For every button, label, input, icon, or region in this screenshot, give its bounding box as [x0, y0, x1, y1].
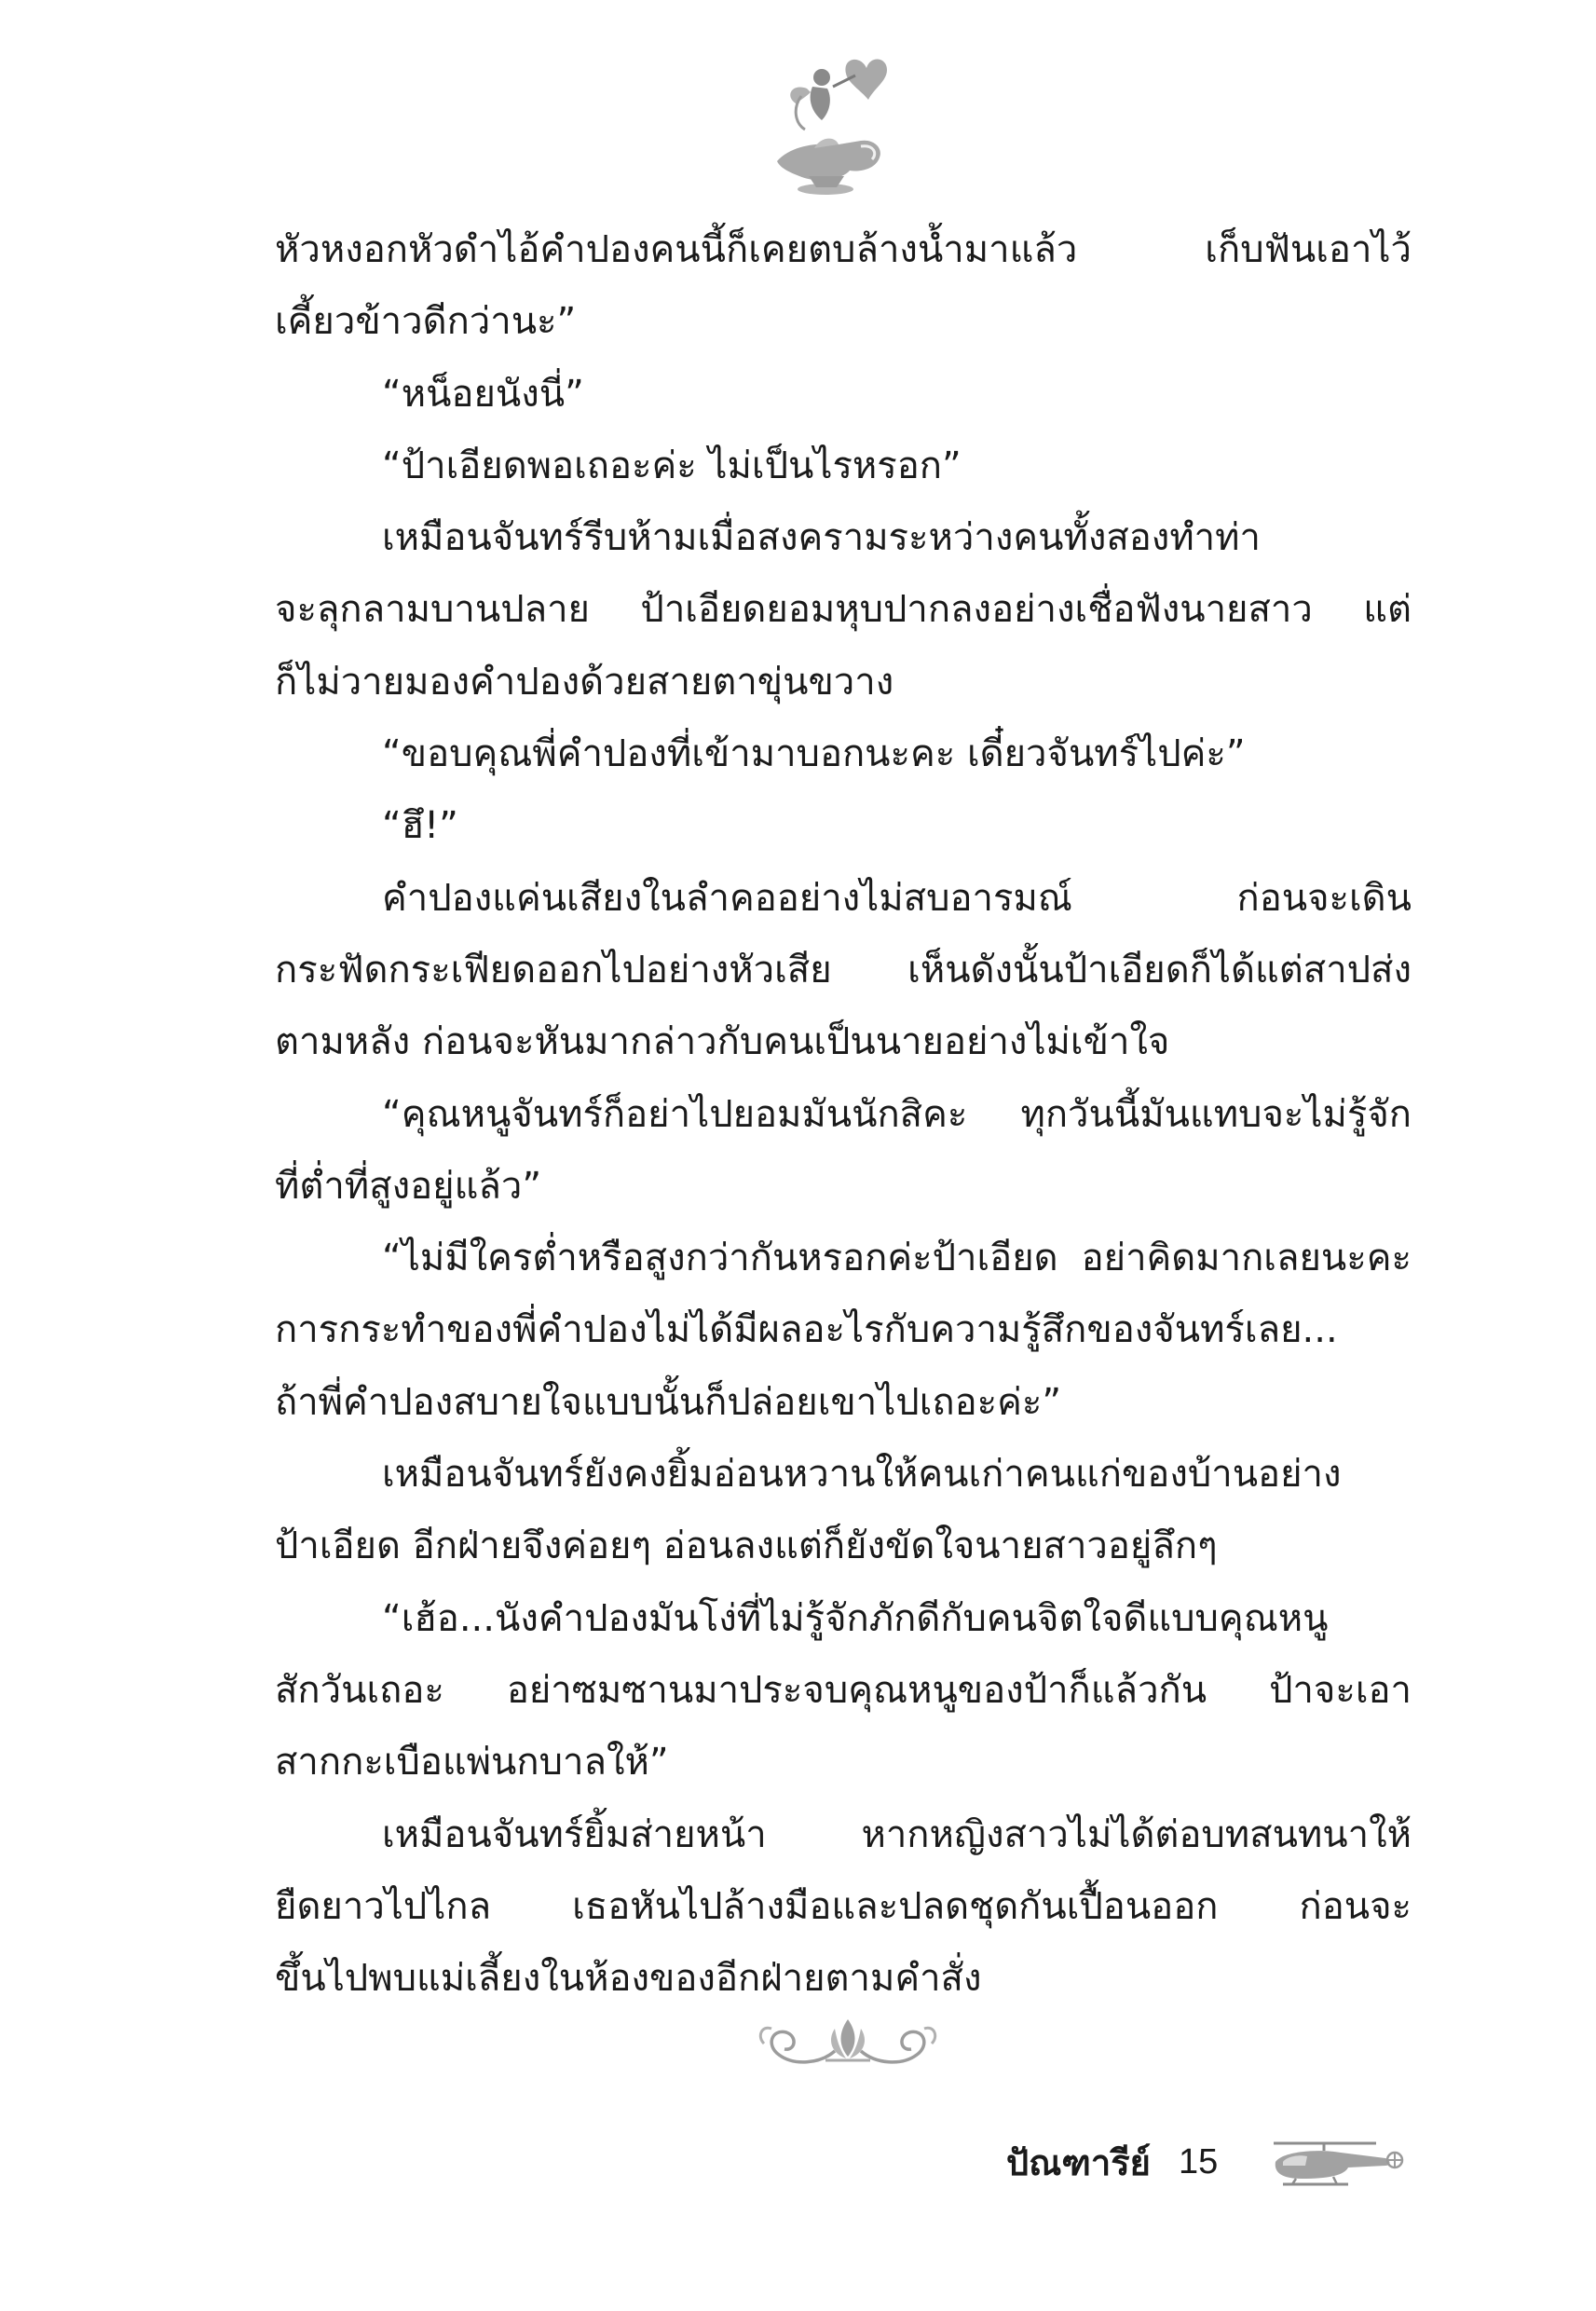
text-line: สากกะเบือแพ่นกบาลให้”	[275, 1741, 669, 1785]
text-line: ที่ต่ำที่สูงอยู่แล้ว”	[275, 1164, 542, 1208]
book-title: ปัณฑารีย์	[1006, 2141, 1151, 2183]
text-line: เคี้ยวข้าวดีกว่านะ”	[275, 300, 577, 344]
floral-flourish-icon	[745, 2008, 950, 2083]
body-text	[275, 214, 1412, 2015]
page-footer	[1006, 2134, 1409, 2190]
helicopter-icon	[1255, 2134, 1409, 2190]
text-line: ก็ไม่วายมองคำปองด้วยสายตาขุ่นขวาง	[275, 660, 894, 704]
text-line: “ป้าเอียดพอเถอะค่ะ ไม่เป็นไรหรอก”	[382, 444, 962, 487]
text-line: “หน็อยนังนี่”	[382, 372, 584, 416]
text-line: หัวหงอกหัวดำไอ้คำปองคนนี้ก็เคยตบล้างน้ำมาแล้ว เก็บฟันเอาไว้	[275, 228, 1412, 271]
text-line: “ไม่มีใครต่ำหรือสูงกว่ากันหรอกค่ะป้าเอียด อย่าคิดมากเลยนะคะ	[382, 1237, 1412, 1280]
text-line: เหมือนจันทร์รีบห้ามเมื่อสงครามระหว่างคนทั้งสองทำท่า	[382, 516, 1261, 560]
text-line: เหมือนจันทร์ยิ้มส่ายหน้า หากหญิงสาวไม่ได้ต่อบทสนทนาให้	[382, 1812, 1412, 1856]
text-line: “เฮ้อ...นังคำปองมันโง่ที่ไม่รู้จักภักดีกับคนจิตใจดีแบบคุณหนู	[382, 1596, 1329, 1640]
text-line: เหมือนจันทร์ยังคงยิ้มอ่อนหวานให้คนเก่าคนแก่ของบ้านอย่าง	[382, 1453, 1342, 1497]
text-line: ตามหลัง ก่อนจะหันมากล่าวกับคนเป็นนายอย่างไม่เข้าใจ	[275, 1020, 1170, 1064]
page-number: 15	[1178, 2141, 1219, 2181]
text-line: “คุณหนูจันทร์ก็อย่าไปยอมมันนักสิคะ ทุกวันนี้มันแทบจะไม่รู้จัก	[382, 1092, 1412, 1136]
text-line: จะลุกลามบานปลาย ป้าเอียดยอมหุบปากลงอย่างเชื่อฟังนายสาว แต่	[275, 588, 1412, 632]
text-line: สักวันเถอะ อย่าซมซานมาประจบคุณหนูของป้าก็แล้วกัน ป้าจะเอา	[275, 1668, 1412, 1712]
text-line: “ฮึ!”	[382, 804, 458, 848]
text-line: ขึ้นไปพบแม่เลี้ยงในห้องของอีกฝ่ายตามคำสั่ง	[275, 1957, 982, 2001]
text-line: กระฟัดกระเฟียดออกไปอย่างหัวเสีย เห็นดังนั้นป้าเอียดก็ได้แต่สาปส่ง	[275, 948, 1412, 991]
cupid-genie-lamp-icon	[764, 51, 904, 200]
text-line: การกระทำของพี่คำปองไม่ได้มีผลอะไรกับความรู้สึกของจันทร์เลย...	[275, 1308, 1338, 1352]
text-line: ถ้าพี่คำปองสบายใจแบบนั้นก็ปล่อยเขาไปเถอะค่ะ”	[275, 1380, 1062, 1424]
text-line: ยืดยาวไปไกล เธอหันไปล้างมือและปลดชุดกันเปื้อนออก ก่อนจะ	[275, 1884, 1412, 1928]
text-line: “ขอบคุณพี่คำปองที่เข้ามาบอกนะคะ เดี๋ยวจันทร์ไปค่ะ”	[382, 732, 1246, 776]
text-line: คำปองแค่นเสียงในลำคออย่างไม่สบอารมณ์ ก่อนจะเดิน	[382, 876, 1412, 920]
text-line: ป้าเอียด อีกฝ่ายจึงค่อยๆ อ่อนลงแต่ก็ยังขัดใจนายสาวอยู่ลึกๆ	[275, 1525, 1218, 1568]
